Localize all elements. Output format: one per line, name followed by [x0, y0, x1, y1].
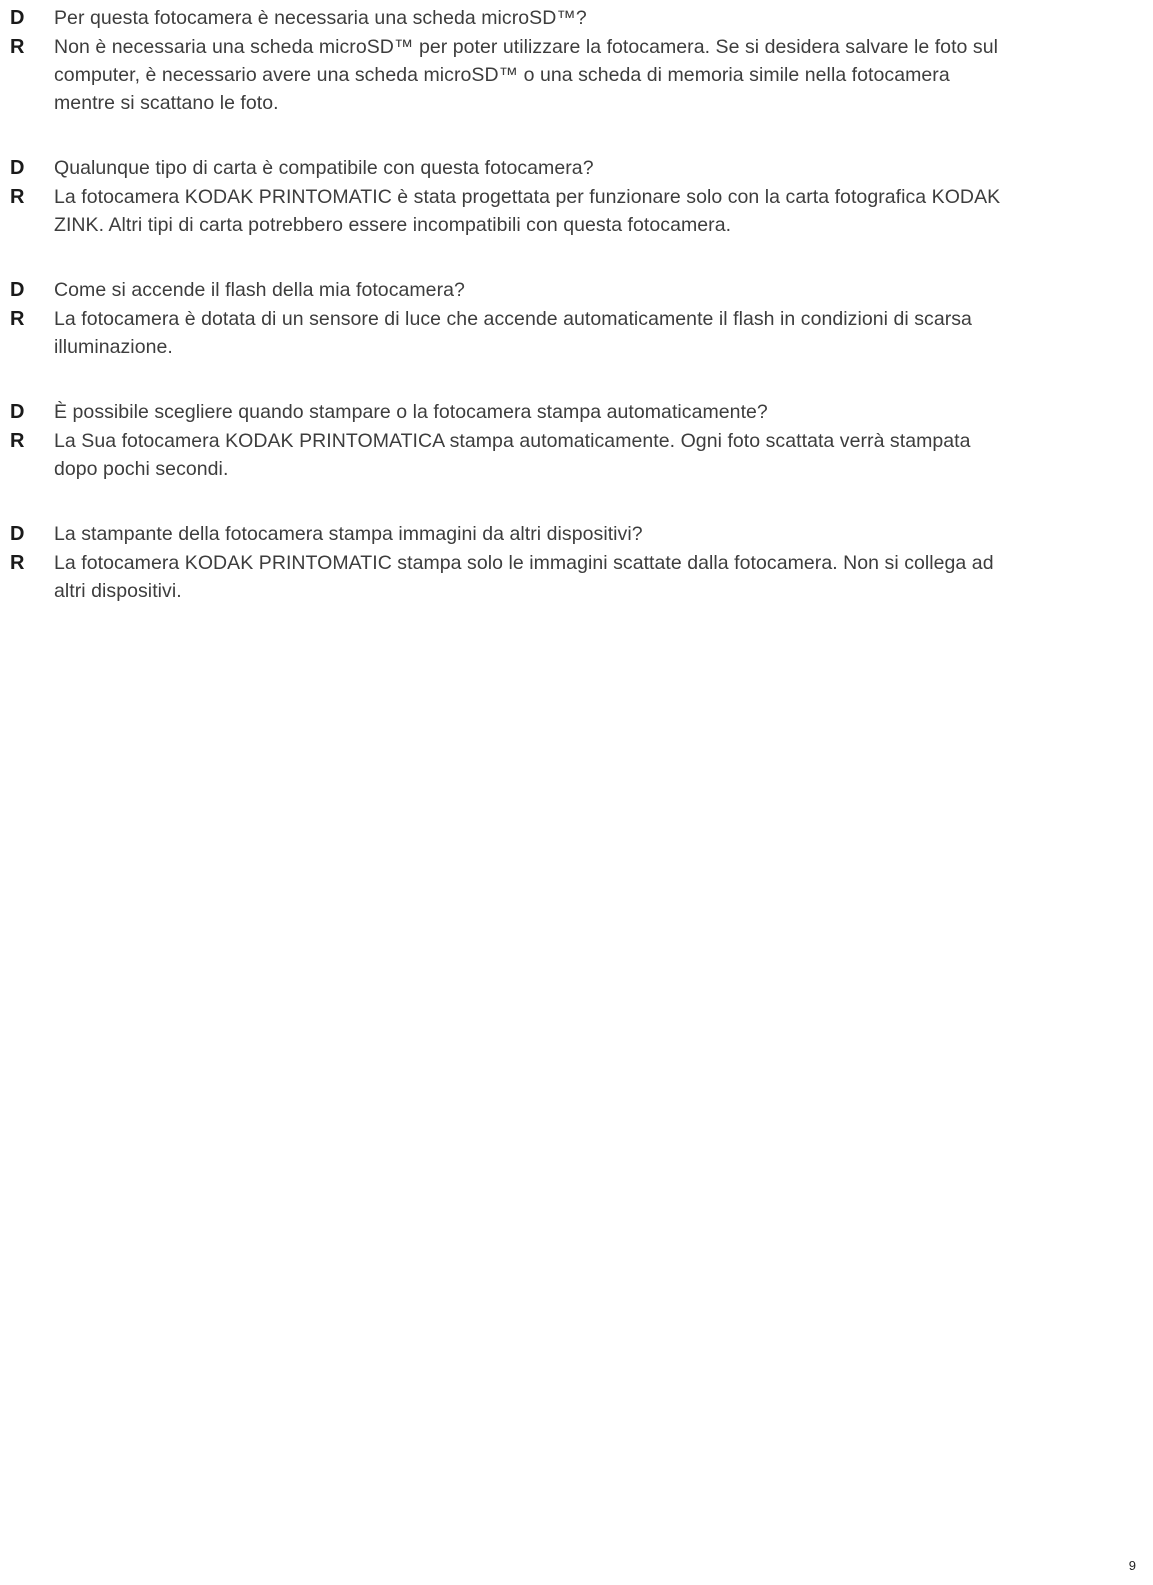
- question-marker: D: [10, 279, 25, 301]
- answer-row: [10, 305, 1120, 361]
- answer-text: Non è necessaria una scheda microSD™ per poter utilizzare la fotocamera. Se si desidera salvare le foto sul computer, è necessario avere una scheda microSD™ o una scheda di memoria simile nella fotocamera mentre si scattano le foto.: [54, 36, 998, 114]
- answer-text: La fotocamera KODAK PRINTOMATIC stampa solo le immagini scattate dalla fotocamera. Non si collega ad altri dispositivi.: [54, 552, 994, 602]
- answer-marker: R: [10, 186, 25, 208]
- faq-item-3: [10, 276, 1120, 361]
- question-marker: D: [10, 157, 25, 179]
- answer-text: La Sua fotocamera KODAK PRINTOMATICA stampa automaticamente. Ogni foto scattata verrà stampata dopo pochi secondi.: [54, 430, 971, 480]
- faq-item-2: [10, 154, 1120, 239]
- question-marker: D: [10, 7, 25, 29]
- question-text: La stampante della fotocamera stampa immagini da altri dispositivi?: [54, 523, 643, 545]
- question-text: È possibile scegliere quando stampare o la fotocamera stampa automaticamente?: [54, 401, 768, 423]
- answer-row: [10, 33, 1120, 117]
- question-marker: D: [10, 523, 25, 545]
- question-row: [10, 276, 1120, 304]
- question-row: [10, 398, 1120, 426]
- faq-item-4: [10, 398, 1120, 483]
- question-text: Per questa fotocamera è necessaria una scheda microSD™?: [54, 7, 587, 29]
- answer-row: [10, 427, 1120, 483]
- question-text: Come si accende il flash della mia fotocamera?: [54, 279, 465, 301]
- faq-list: [10, 4, 1120, 642]
- question-row: [10, 4, 1120, 32]
- question-marker: D: [10, 401, 25, 423]
- question-row: [10, 154, 1120, 182]
- answer-marker: R: [10, 36, 25, 58]
- answer-marker: R: [10, 308, 25, 330]
- answer-marker: R: [10, 430, 25, 452]
- answer-row: [10, 183, 1120, 239]
- faq-item-5: [10, 520, 1120, 605]
- answer-row: [10, 549, 1120, 605]
- faq-item-1: [10, 4, 1120, 117]
- answer-text: La fotocamera è dotata di un sensore di luce che accende automaticamente il flash in condizioni di scarsa illuminazione.: [54, 308, 972, 358]
- question-row: [10, 520, 1120, 548]
- answer-text: La fotocamera KODAK PRINTOMATIC è stata progettata per funzionare solo con la carta fotografica KODAK ZINK. Altri tipi di carta potrebbero essere incompatibili con questa fotocamera.: [54, 186, 1001, 236]
- answer-marker: R: [10, 552, 25, 574]
- question-text: Qualunque tipo di carta è compatibile con questa fotocamera?: [54, 157, 594, 179]
- page-number: 9: [1128, 1558, 1136, 1573]
